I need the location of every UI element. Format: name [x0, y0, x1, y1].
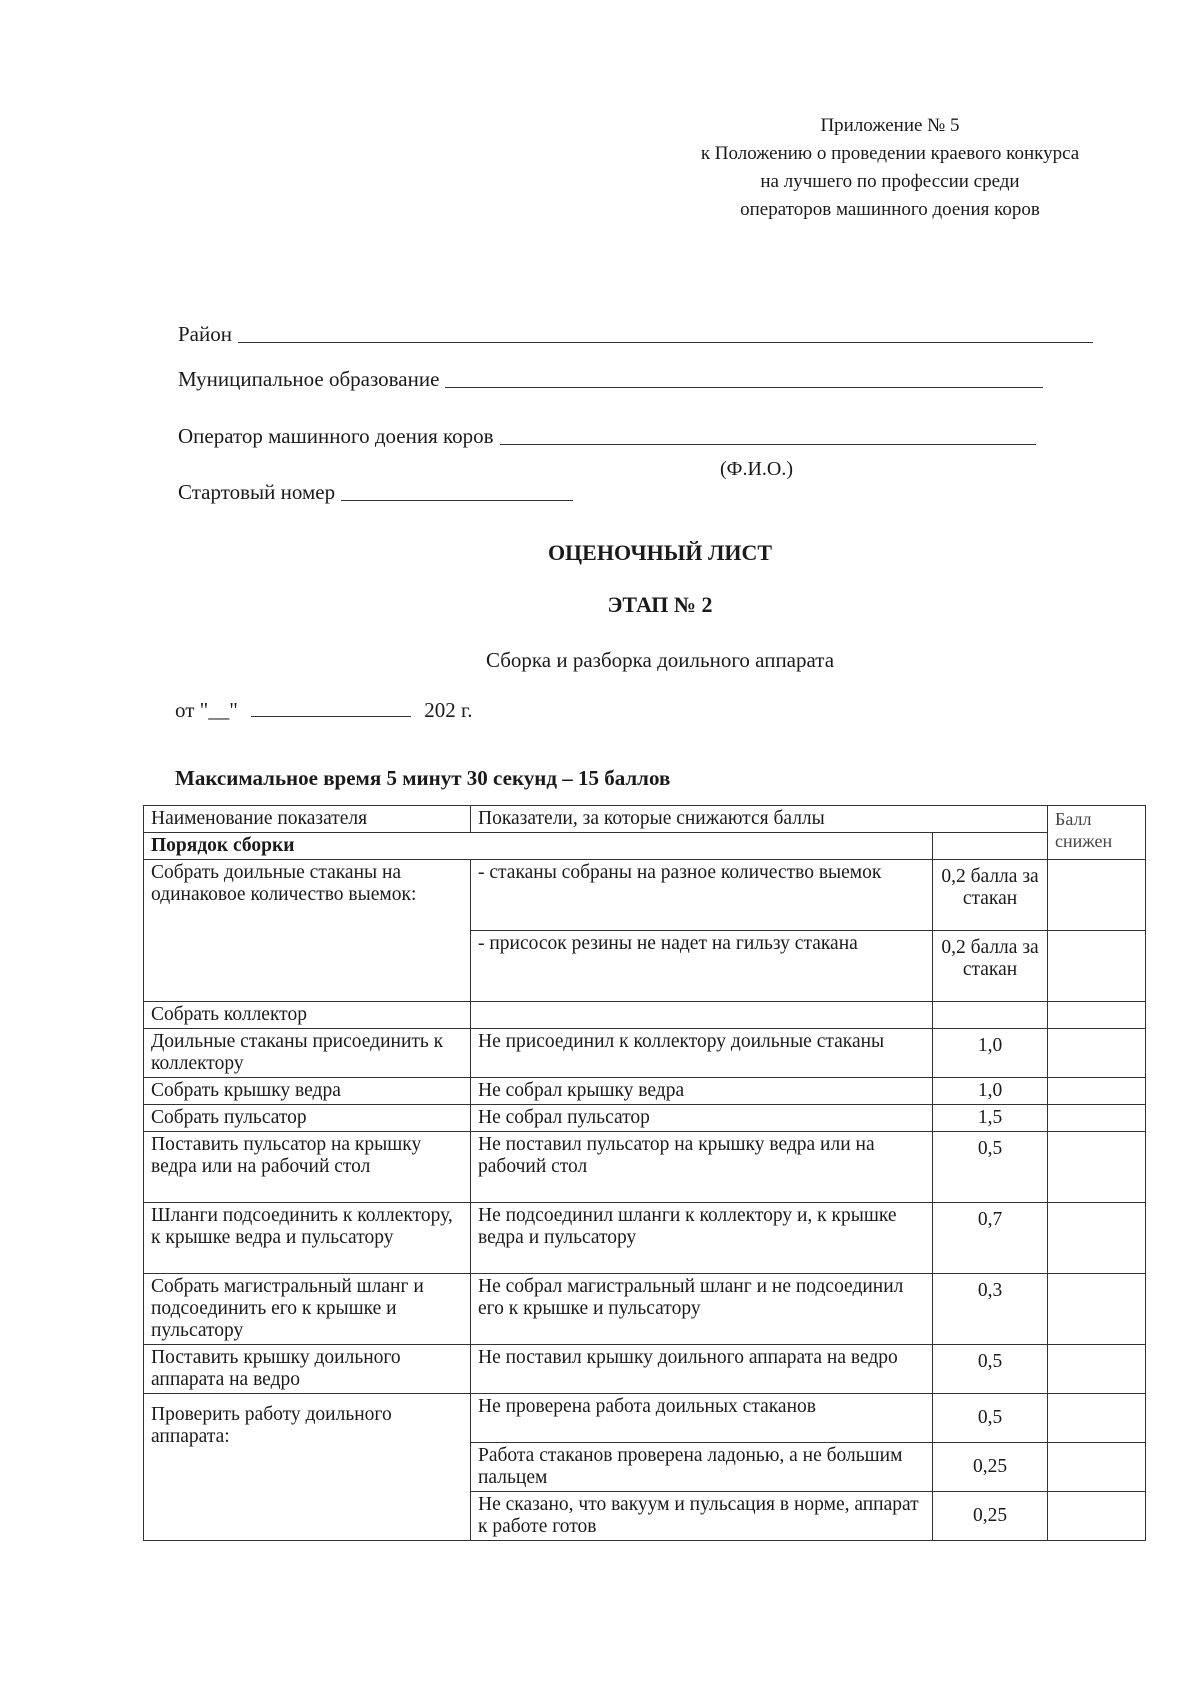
- table-row: [144, 1105, 1146, 1132]
- row-name: Собрать магистральный шланг и подсоединить его к крышке и пульсатору: [144, 1274, 471, 1345]
- fio-caption: (Ф.И.О.): [720, 458, 794, 480]
- row-name: Собрать пульсатор: [144, 1105, 471, 1132]
- row-deduction: Не подсоединил шланги к коллектору и, к крышке ведра и пульсатору: [471, 1203, 933, 1274]
- table-header-row: [144, 806, 1146, 833]
- row-score-cell[interactable]: [1048, 1345, 1146, 1394]
- appendix-line-2: к Положению о проведении краевого конкурса: [700, 143, 1080, 164]
- row-points: 0,7: [933, 1203, 1048, 1274]
- row-score-cell[interactable]: [1048, 1443, 1146, 1492]
- row-deduction: Не собрал пульсатор: [471, 1105, 933, 1132]
- section-row: [144, 833, 1146, 860]
- district-field: [178, 322, 1093, 347]
- row-deduction: [471, 1002, 933, 1029]
- row-points: 0,5: [933, 1132, 1048, 1203]
- row-deduction: Не поставил крышку доильного аппарата на ведро: [471, 1345, 933, 1394]
- table-row: [144, 1029, 1146, 1078]
- row-score-cell[interactable]: [1048, 860, 1146, 931]
- row-score-cell[interactable]: [1048, 1132, 1146, 1203]
- start-number-field: [178, 480, 573, 505]
- operator-field: [178, 424, 1036, 449]
- row-name: Шланги подсоединить к коллектору, к крышке ведра и пульсатору: [144, 1203, 471, 1274]
- operator-blank[interactable]: [500, 443, 1036, 445]
- row-deduction: Работа стаканов проверена ладонью, а не большим пальцем: [471, 1443, 933, 1492]
- row-score-cell[interactable]: [1048, 1078, 1146, 1105]
- municipality-field: [178, 367, 1043, 392]
- header-name: Наименование показателя: [144, 806, 471, 833]
- table-row: [144, 1203, 1146, 1274]
- row-deduction: - присосок резины не надет на гильзу стакана: [471, 931, 933, 1002]
- operator-label: Оператор машинного доения коров: [178, 424, 494, 448]
- table-row: [144, 1132, 1146, 1203]
- row-points: 0,2 балла за стакан: [933, 860, 1048, 931]
- row-points: 0,25: [933, 1492, 1048, 1541]
- district-label: Район: [178, 322, 232, 346]
- table-row: [144, 860, 1146, 931]
- row-name: Проверить работу доильного аппарата:: [144, 1394, 471, 1541]
- row-points: 1,5: [933, 1105, 1048, 1132]
- date-prefix: от "__": [175, 698, 238, 722]
- start-number-label: Стартовый номер: [178, 480, 336, 504]
- appendix-line-4: операторов машинного доения коров: [740, 199, 1040, 220]
- row-points: [933, 1002, 1048, 1029]
- row-points: 1,0: [933, 1078, 1048, 1105]
- row-points: 0,5: [933, 1394, 1048, 1443]
- stage-number: ЭТАП № 2: [607, 592, 713, 617]
- row-points: 0,2 балла за стакан: [933, 931, 1048, 1002]
- header-deductions: Показатели, за которые снижаются баллы: [471, 806, 1048, 833]
- row-name: Поставить крышку доильного аппарата на ведро: [144, 1345, 471, 1394]
- section-title: Порядок сборки: [144, 833, 933, 860]
- table-row: [144, 1394, 1146, 1443]
- row-points: 0,5: [933, 1345, 1048, 1394]
- table-row: [144, 1274, 1146, 1345]
- row-deduction: - стаканы собраны на разное количество выемок: [471, 860, 933, 931]
- date-month-blank[interactable]: [251, 698, 411, 717]
- row-deduction: Не сказано, что вакуум и пульсация в норме, аппарат к работе готов: [471, 1492, 933, 1541]
- appendix-header: [640, 112, 1140, 224]
- row-deduction: Не присоединил к коллектору доильные стаканы: [471, 1029, 933, 1078]
- row-name: Собрать доильные стаканы на одинаковое количество выемок:: [144, 860, 471, 1002]
- header-score: Балл снижен: [1048, 806, 1146, 860]
- row-deduction: Не проверена работа доильных стаканов: [471, 1394, 933, 1443]
- start-number-blank[interactable]: [341, 499, 573, 501]
- row-name: Доильные стаканы присоединить к коллектору: [144, 1029, 471, 1078]
- row-score-cell[interactable]: [1048, 1002, 1146, 1029]
- stage-subtitle: Сборка и разборка доильного аппарата: [485, 648, 835, 672]
- row-score-cell[interactable]: [1048, 1105, 1146, 1132]
- row-name: Собрать коллектор: [144, 1002, 471, 1029]
- row-deduction: Не поставил пульсатор на крышку ведра или на рабочий стол: [471, 1132, 933, 1203]
- row-name: Поставить пульсатор на крышку ведра или на рабочий стол: [144, 1132, 471, 1203]
- municipality-label: Муниципальное образование: [178, 367, 440, 391]
- max-time-note: Максимальное время 5 минут 30 секунд – 15 баллов: [175, 766, 671, 790]
- row-deduction: Не собрал магистральный шланг и не подсоединил его к крышке и пульсатору: [471, 1274, 933, 1345]
- row-score-cell[interactable]: [1048, 1203, 1146, 1274]
- date-year: 202 г.: [424, 698, 473, 722]
- row-score-cell[interactable]: [1048, 1029, 1146, 1078]
- table-row: [144, 1078, 1146, 1105]
- municipality-blank[interactable]: [445, 386, 1043, 388]
- row-points: 0,25: [933, 1443, 1048, 1492]
- document-title: ОЦЕНОЧНЫЙ ЛИСТ: [547, 540, 773, 565]
- appendix-line-3: на лучшего по профессии среди: [760, 171, 1020, 192]
- table-row: [144, 1345, 1146, 1394]
- date-line: [175, 698, 473, 723]
- row-score-cell[interactable]: [1048, 1492, 1146, 1541]
- score-table: [143, 805, 1146, 1541]
- district-blank[interactable]: [238, 341, 1093, 343]
- table-row: [144, 1002, 1146, 1029]
- row-score-cell[interactable]: [1048, 1274, 1146, 1345]
- row-points: 1,0: [933, 1029, 1048, 1078]
- section-points-cell: [933, 833, 1048, 860]
- row-score-cell[interactable]: [1048, 1394, 1146, 1443]
- row-points: 0,3: [933, 1274, 1048, 1345]
- row-name: Собрать крышку ведра: [144, 1078, 471, 1105]
- appendix-number: Приложение № 5: [820, 115, 960, 136]
- row-deduction: Не собрал крышку ведра: [471, 1078, 933, 1105]
- row-score-cell[interactable]: [1048, 931, 1146, 1002]
